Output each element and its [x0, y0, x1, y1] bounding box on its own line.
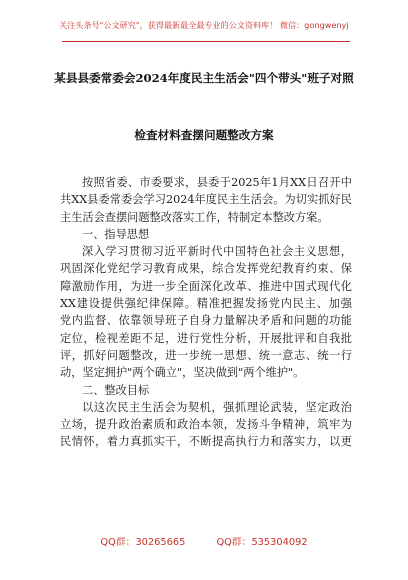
body-line: 障激励作用，为进一步全面深化改革、推进中国式现代化: [60, 279, 352, 293]
body-line: 评，抓好问题整改，进一步统一思想、统一意志、统一行: [60, 348, 352, 362]
section-heading-goals: 二、整改目标: [82, 383, 150, 397]
body-line: 以这次民主生活会为契机，强抓理论武装，坚定政治: [82, 400, 352, 414]
body-line: 动，坚定拥护"两个确立"，坚决做到"两个维护"。: [60, 366, 305, 380]
body-line: 定位，检视差距不足，进行党性分析，开展批评和自我批: [60, 331, 352, 345]
body-line: 主生活会查摆问题整改落实工作，特制定本整改方案。: [60, 210, 329, 224]
header-divider: [62, 41, 350, 42]
section-heading-guiding-thought: 一、指导思想: [82, 227, 150, 241]
footer-contact: [0, 534, 408, 548]
header-banner: 关注头条号"公文研究"，获得最新最全最专业的公文资料库！ 微信：gongwenyj: [59, 21, 349, 30]
footer-qq-group-1: QQ群：30265665: [100, 537, 186, 548]
body-line: XX建设提供强纪律保障。精准把握发扬党内民主、加强: [60, 297, 352, 311]
document-title-line-2: 检查材料查摆问题整改方案: [134, 128, 274, 142]
document-title-line-1: 某县县委常委会2024年度民主生活会"四个带头"班子对照: [54, 71, 354, 85]
body-line: 按照省委、市委要求，县委于2025年1月XX日召开中: [82, 176, 352, 189]
body-line: 深入学习贯彻习近平新时代中国特色社会主义思想，: [82, 245, 352, 259]
footer-qq-group-2: QQ群：535304092: [216, 537, 308, 548]
body-line: 巩固深化党纪学习教育成果，综合发挥党纪教育约束、保: [60, 262, 352, 276]
body-line: 民情怀，着力真抓实干，不断提高执行力和落实力，以更: [60, 435, 352, 449]
body-line: 立场，提升政治素质和政治本领，发扬斗争精神，筑牢为: [60, 418, 352, 432]
document-body: [60, 174, 352, 451]
body-line: 共XX县委常委会学习2024年度民主生活会。为切实抓好民: [60, 193, 352, 207]
body-line: 党内监督、依靠领导班子自身力量解决矛盾和问题的功能: [60, 314, 352, 328]
